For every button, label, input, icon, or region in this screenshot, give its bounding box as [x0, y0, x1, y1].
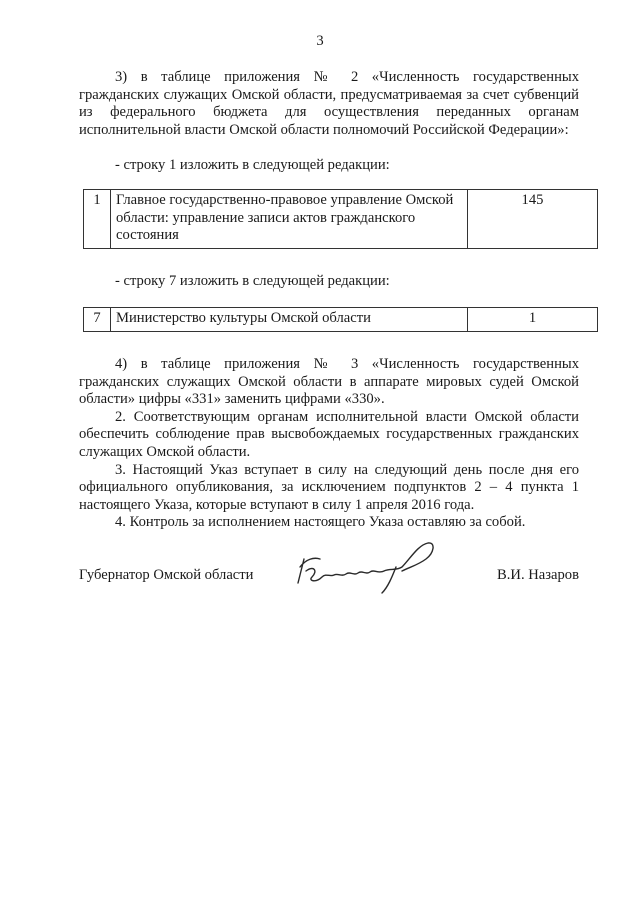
signatory-name: В.И. Назаров: [497, 567, 579, 583]
sub-line-7-text: - строку 7 изложить в следующей редакции:: [115, 273, 390, 289]
agency-name-cell: Главное государственно-правовое управление Омской области: управление записи актов гражданского состояния: [111, 190, 468, 249]
row-number-cell: 1: [84, 190, 111, 249]
page-number: 3: [316, 33, 324, 49]
replacement-table-row-1: [83, 189, 598, 249]
item-4-text: 4. Контроль за исполнением настоящего Указа оставляю за собой.: [115, 514, 526, 531]
table-row: [84, 308, 598, 332]
paragraphs-4-to-end: [79, 356, 579, 532]
item-2-text: 2. Соответствующим органам исполнительной власти Омской области обеспечить соблюдение прав высвобождаемых государственных гражданских служащих Омской области.: [79, 408, 579, 460]
para-4-text: 4) в таблице приложения № 3 «Численность государственных гражданских служащих Омской области в аппарате мировых судей Омской области» цифры «331» заменить цифрами «330».: [79, 356, 579, 408]
table-row: [84, 190, 598, 249]
row-number-cell: 7: [84, 308, 111, 332]
para-3-text: 3) в таблице приложения № 2 «Численность государственных гражданских служащих Омской области, предусматриваемая за счет субвенций из федерального бюджета для осуществления переданных органам исполнительной власти Омской области полномочий Российской Федерации»:: [79, 69, 579, 138]
sub-line-1: [79, 157, 579, 175]
paragraph-3: [79, 69, 579, 139]
staff-count-cell: 1: [468, 308, 598, 332]
agency-name-cell: Министерство культуры Омской области: [111, 308, 468, 332]
item-3-text: 3. Настоящий Указ вступает в силу на следующий день после дня его официального опубликования, за исключением подпунктов 2 – 4 пункта 1 настоящего Указа, которые вступают в силу 1 апреля 2016 года.: [79, 461, 579, 513]
sub-line-7: [79, 273, 579, 291]
handwritten-signature: [292, 537, 442, 595]
signatory-title: Губернатор Омской области: [79, 567, 254, 583]
staff-count-cell: 145: [468, 190, 598, 249]
sub-line-1-text: - строку 1 изложить в следующей редакции:: [115, 157, 390, 173]
replacement-table-row-7: [83, 307, 598, 332]
